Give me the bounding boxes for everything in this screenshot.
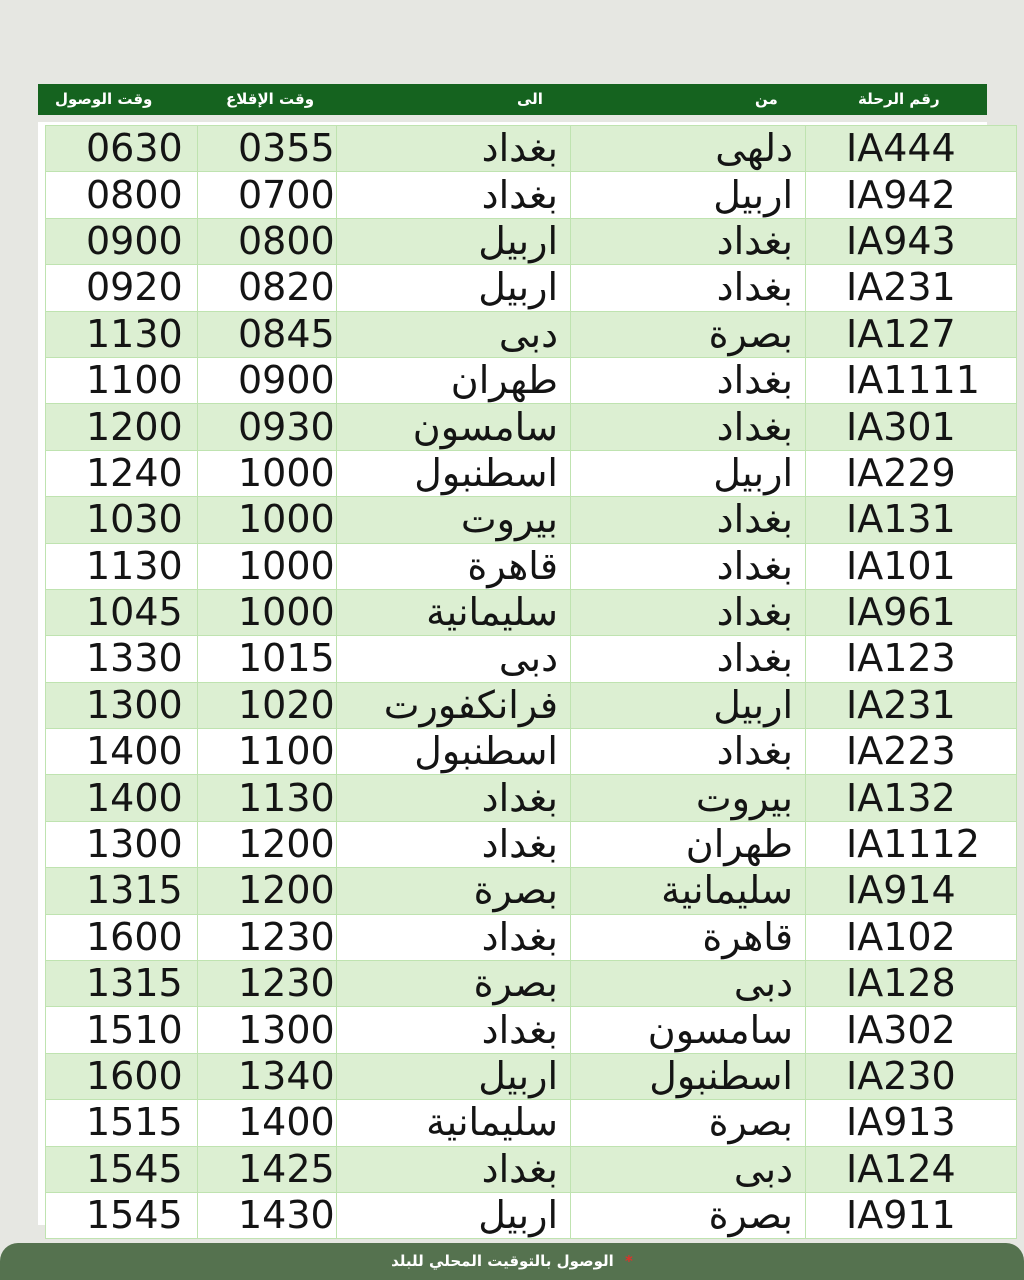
arrival-cell: 1100 <box>46 357 198 403</box>
flight-number-cell: IA123 <box>806 636 1017 682</box>
table-row <box>46 1053 1017 1099</box>
departure-cell: 1100 <box>198 729 337 775</box>
destination-cell: طهران <box>337 357 571 403</box>
header-flight: رقم الرحلة <box>858 90 940 108</box>
header-departure: وقت الإقلاع <box>226 90 315 108</box>
arrival-cell: 0920 <box>46 265 198 311</box>
origin-cell: بغداد <box>571 357 806 403</box>
arrival-cell: 1240 <box>46 450 198 496</box>
arrival-cell: 1545 <box>46 1192 198 1238</box>
destination-cell: اربيل <box>337 1192 571 1238</box>
table-row <box>46 1146 1017 1192</box>
destination-cell: دبى <box>337 636 571 682</box>
table-row <box>46 914 1017 960</box>
destination-cell: بغداد <box>337 914 571 960</box>
flight-number-cell: IA913 <box>806 1100 1017 1146</box>
arrival-cell: 1330 <box>46 636 198 682</box>
table-row <box>46 821 1017 867</box>
origin-cell: بصرة <box>571 1192 806 1238</box>
flight-number-cell: IA124 <box>806 1146 1017 1192</box>
arrival-cell: 1130 <box>46 311 198 357</box>
arrival-cell: 1300 <box>46 821 198 867</box>
arrival-cell: 1300 <box>46 682 198 728</box>
header-arrival: وقت الوصول <box>55 90 153 108</box>
destination-cell: بغداد <box>337 172 571 218</box>
table-row <box>46 450 1017 496</box>
destination-cell: اسطنبول <box>337 729 571 775</box>
origin-cell: بصرة <box>571 311 806 357</box>
flight-number-cell: IA102 <box>806 914 1017 960</box>
table-row <box>46 126 1017 172</box>
origin-cell: دلهى <box>571 126 806 172</box>
departure-cell: 0900 <box>198 357 337 403</box>
arrival-cell: 1510 <box>46 1007 198 1053</box>
departure-cell: 0355 <box>198 126 337 172</box>
table-row <box>46 1007 1017 1053</box>
arrival-cell: 1130 <box>46 543 198 589</box>
flight-number-cell: IA943 <box>806 218 1017 264</box>
table-row <box>46 543 1017 589</box>
destination-cell: سامسون <box>337 404 571 450</box>
origin-cell: سامسون <box>571 1007 806 1053</box>
origin-cell: بغداد <box>571 589 806 635</box>
destination-cell: بغداد <box>337 821 571 867</box>
flight-number-cell: IA230 <box>806 1053 1017 1099</box>
table-row <box>46 404 1017 450</box>
flight-number-cell: IA231 <box>806 265 1017 311</box>
footer-note-bar <box>0 1243 1024 1280</box>
flight-number-cell: IA302 <box>806 1007 1017 1053</box>
destination-cell: بصرة <box>337 961 571 1007</box>
flight-schedule-board <box>38 122 987 1238</box>
departure-cell: 1300 <box>198 1007 337 1053</box>
origin-cell: بغداد <box>571 636 806 682</box>
arrival-cell: 1045 <box>46 589 198 635</box>
origin-cell: اسطنبول <box>571 1053 806 1099</box>
flight-number-cell: IA444 <box>806 126 1017 172</box>
asterisk-icon: * <box>625 1252 633 1270</box>
destination-cell: اربيل <box>337 265 571 311</box>
arrival-cell: 0800 <box>46 172 198 218</box>
arrival-cell: 1030 <box>46 497 198 543</box>
departure-cell: 1230 <box>198 914 337 960</box>
flight-table <box>45 125 1017 1239</box>
table-row <box>46 218 1017 264</box>
departure-cell: 1425 <box>198 1146 337 1192</box>
origin-cell: سليمانية <box>571 868 806 914</box>
arrival-cell: 0900 <box>46 218 198 264</box>
flight-number-cell: IA914 <box>806 868 1017 914</box>
arrival-cell: 1400 <box>46 729 198 775</box>
origin-cell: قاهرة <box>571 914 806 960</box>
table-row <box>46 265 1017 311</box>
flight-number-cell: IA223 <box>806 729 1017 775</box>
table-row <box>46 961 1017 1007</box>
destination-cell: بغداد <box>337 1007 571 1053</box>
table-row <box>46 1100 1017 1146</box>
destination-cell: قاهرة <box>337 543 571 589</box>
table-row <box>46 868 1017 914</box>
departure-cell: 1000 <box>198 589 337 635</box>
destination-cell: اربيل <box>337 1053 571 1099</box>
origin-cell: بغداد <box>571 543 806 589</box>
origin-cell: اربيل <box>571 450 806 496</box>
origin-cell: دبى <box>571 961 806 1007</box>
departure-cell: 1430 <box>198 1192 337 1238</box>
departure-cell: 1130 <box>198 775 337 821</box>
destination-cell: بيروت <box>337 497 571 543</box>
departure-cell: 0845 <box>198 311 337 357</box>
destination-cell: دبى <box>337 311 571 357</box>
departure-cell: 1000 <box>198 543 337 589</box>
destination-cell: فرانكفورت <box>337 682 571 728</box>
flight-number-cell: IA1111 <box>806 357 1017 403</box>
header-from: من <box>755 90 778 108</box>
origin-cell: بيروت <box>571 775 806 821</box>
arrival-cell: 1400 <box>46 775 198 821</box>
origin-cell: بغداد <box>571 218 806 264</box>
destination-cell: بصرة <box>337 868 571 914</box>
departure-cell: 1200 <box>198 821 337 867</box>
origin-cell: بغداد <box>571 265 806 311</box>
departure-cell: 0700 <box>198 172 337 218</box>
arrival-cell: 1515 <box>46 1100 198 1146</box>
arrival-cell: 1315 <box>46 961 198 1007</box>
arrival-cell: 1545 <box>46 1146 198 1192</box>
flight-number-cell: IA128 <box>806 961 1017 1007</box>
departure-cell: 1000 <box>198 497 337 543</box>
departure-cell: 1000 <box>198 450 337 496</box>
departure-cell: 1230 <box>198 961 337 1007</box>
origin-cell: بغداد <box>571 729 806 775</box>
origin-cell: بغداد <box>571 497 806 543</box>
departure-cell: 1200 <box>198 868 337 914</box>
departure-cell: 0930 <box>198 404 337 450</box>
table-row <box>46 682 1017 728</box>
arrival-cell: 1315 <box>46 868 198 914</box>
table-row <box>46 357 1017 403</box>
flight-number-cell: IA127 <box>806 311 1017 357</box>
destination-cell: اربيل <box>337 218 571 264</box>
arrival-cell: 1600 <box>46 1053 198 1099</box>
destination-cell: بغداد <box>337 775 571 821</box>
origin-cell: بصرة <box>571 1100 806 1146</box>
table-row <box>46 172 1017 218</box>
footer-note: الوصول بالتوقيت المحلي للبلد <box>391 1252 614 1270</box>
departure-cell: 1340 <box>198 1053 337 1099</box>
flight-number-cell: IA961 <box>806 589 1017 635</box>
destination-cell: بغداد <box>337 1146 571 1192</box>
departure-cell: 1400 <box>198 1100 337 1146</box>
table-row <box>46 775 1017 821</box>
destination-cell: اسطنبول <box>337 450 571 496</box>
table-row <box>46 1192 1017 1238</box>
flight-number-cell: IA101 <box>806 543 1017 589</box>
destination-cell: سليمانية <box>337 1100 571 1146</box>
arrival-cell: 1600 <box>46 914 198 960</box>
destination-cell: بغداد <box>337 126 571 172</box>
table-row <box>46 589 1017 635</box>
flight-number-cell: IA229 <box>806 450 1017 496</box>
table-row <box>46 311 1017 357</box>
arrival-cell: 0630 <box>46 126 198 172</box>
departure-cell: 0820 <box>198 265 337 311</box>
flight-number-cell: IA301 <box>806 404 1017 450</box>
departure-cell: 0800 <box>198 218 337 264</box>
destination-cell: سليمانية <box>337 589 571 635</box>
origin-cell: اربيل <box>571 172 806 218</box>
flight-number-cell: IA131 <box>806 497 1017 543</box>
header-to: الى <box>517 90 543 108</box>
origin-cell: بغداد <box>571 404 806 450</box>
flight-number-cell: IA231 <box>806 682 1017 728</box>
origin-cell: طهران <box>571 821 806 867</box>
flight-number-cell: IA1112 <box>806 821 1017 867</box>
departure-cell: 1015 <box>198 636 337 682</box>
flight-number-cell: IA911 <box>806 1192 1017 1238</box>
table-row <box>46 497 1017 543</box>
departure-cell: 1020 <box>198 682 337 728</box>
origin-cell: اربيل <box>571 682 806 728</box>
table-header-bar <box>38 84 987 115</box>
flight-number-cell: IA132 <box>806 775 1017 821</box>
flight-number-cell: IA942 <box>806 172 1017 218</box>
table-row <box>46 636 1017 682</box>
arrival-cell: 1200 <box>46 404 198 450</box>
table-row <box>46 729 1017 775</box>
origin-cell: دبى <box>571 1146 806 1192</box>
